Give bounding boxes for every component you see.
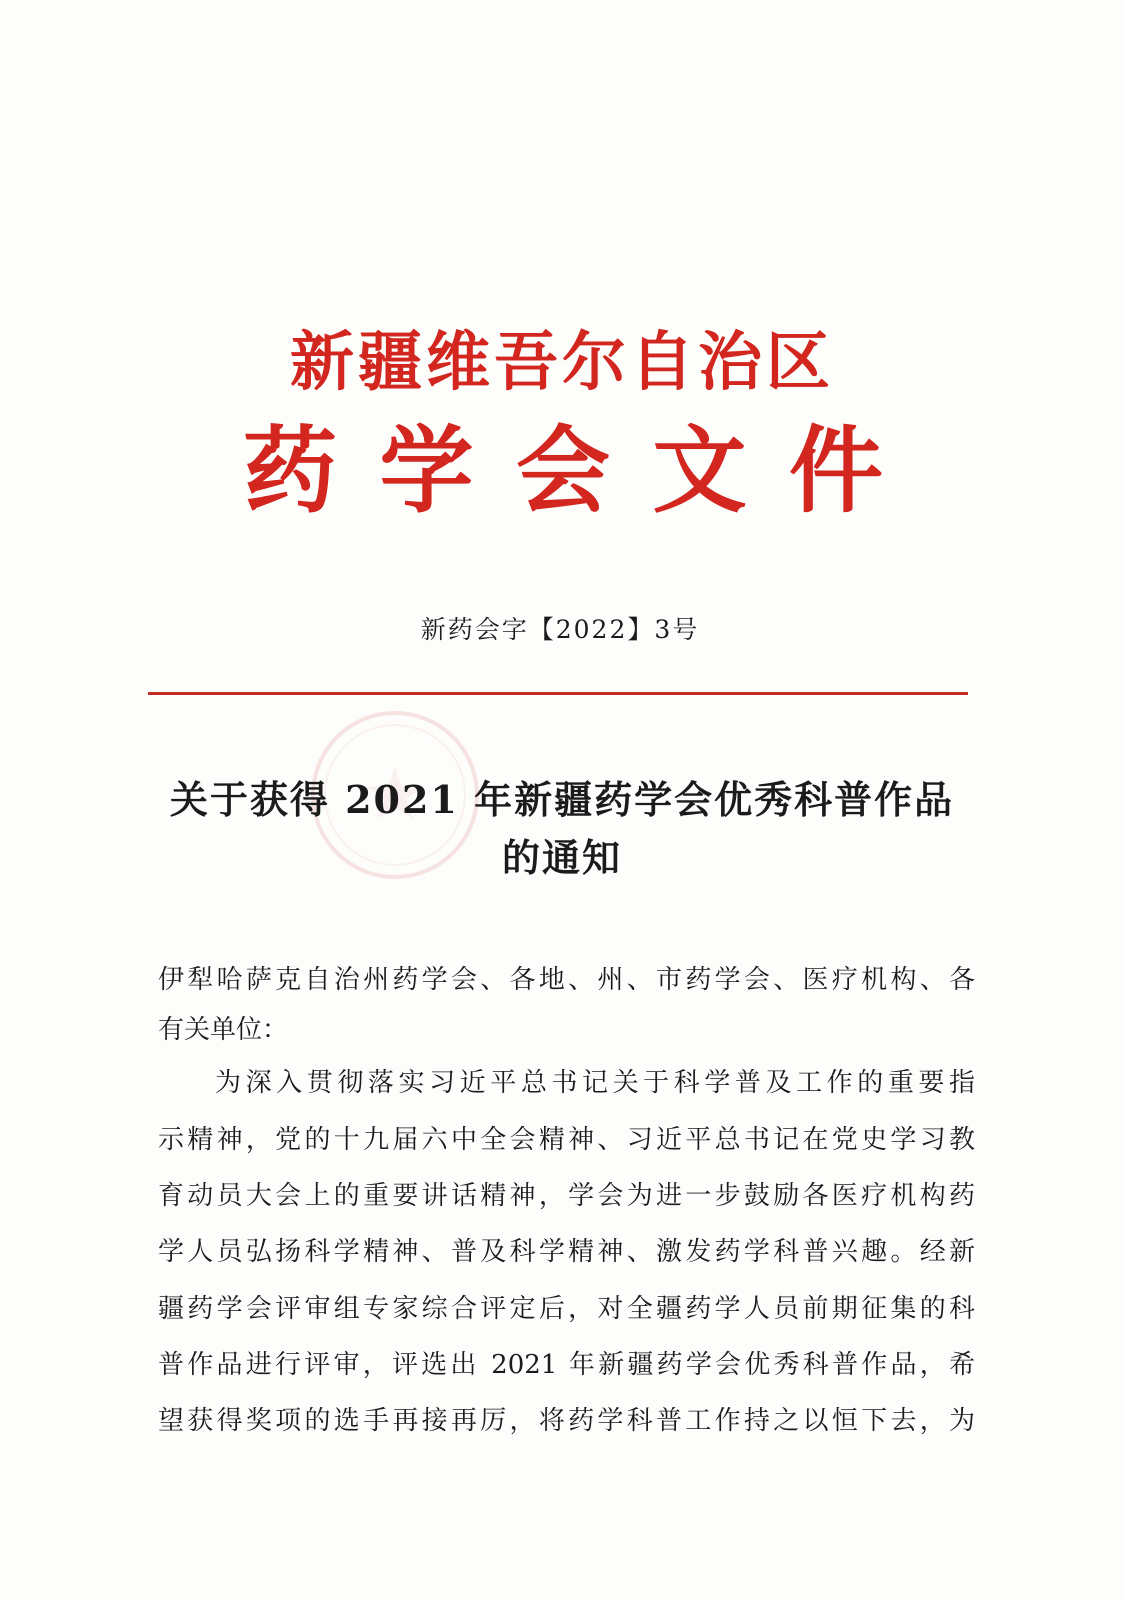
notice-title-line-2: 的通知 <box>501 835 622 880</box>
document-number: 新药会字【2022】3号 <box>420 615 700 644</box>
body-paragraph-line: 疆药学会评审组专家综合评定后，对全疆药学人员前期征集的科 <box>158 1294 975 1324</box>
body-paragraph-line: 普作品进行评审，评选出 2021 年新疆药学会优秀科普作品，希 <box>158 1350 975 1380</box>
body-paragraph-line: 望获得奖项的选手再接再厉，将药学科普工作持之以恒下去，为 <box>158 1406 975 1436</box>
issuer-org-name: 新疆维吾尔自治区 <box>290 325 830 400</box>
salutation-line-2: 有关单位： <box>158 1015 289 1045</box>
body-paragraph-line: 育动员大会上的重要讲话精神，学会为进一步鼓励各医疗机构药 <box>158 1181 975 1211</box>
notice-title-line-1: 关于获得 2021 年新疆药学会优秀科普作品 <box>169 777 955 822</box>
salutation-line-1: 伊犁哈萨克自治州药学会、各地、州、市药学会、医疗机构、各 <box>158 965 975 995</box>
red-divider-line <box>148 692 968 695</box>
body-paragraph-line: 为深入贯彻落实习近平总书记关于科学普及工作的重要指 <box>215 1068 975 1098</box>
document-type-heading: 药学会文件 <box>243 418 883 524</box>
body-paragraph-line: 示精神，党的十九届六中全会精神、习近平总书记在党史学习教 <box>158 1125 975 1155</box>
body-paragraph-line: 学人员弘扬科学精神、普及科学精神、激发药学科普兴趣。经新 <box>158 1237 975 1267</box>
